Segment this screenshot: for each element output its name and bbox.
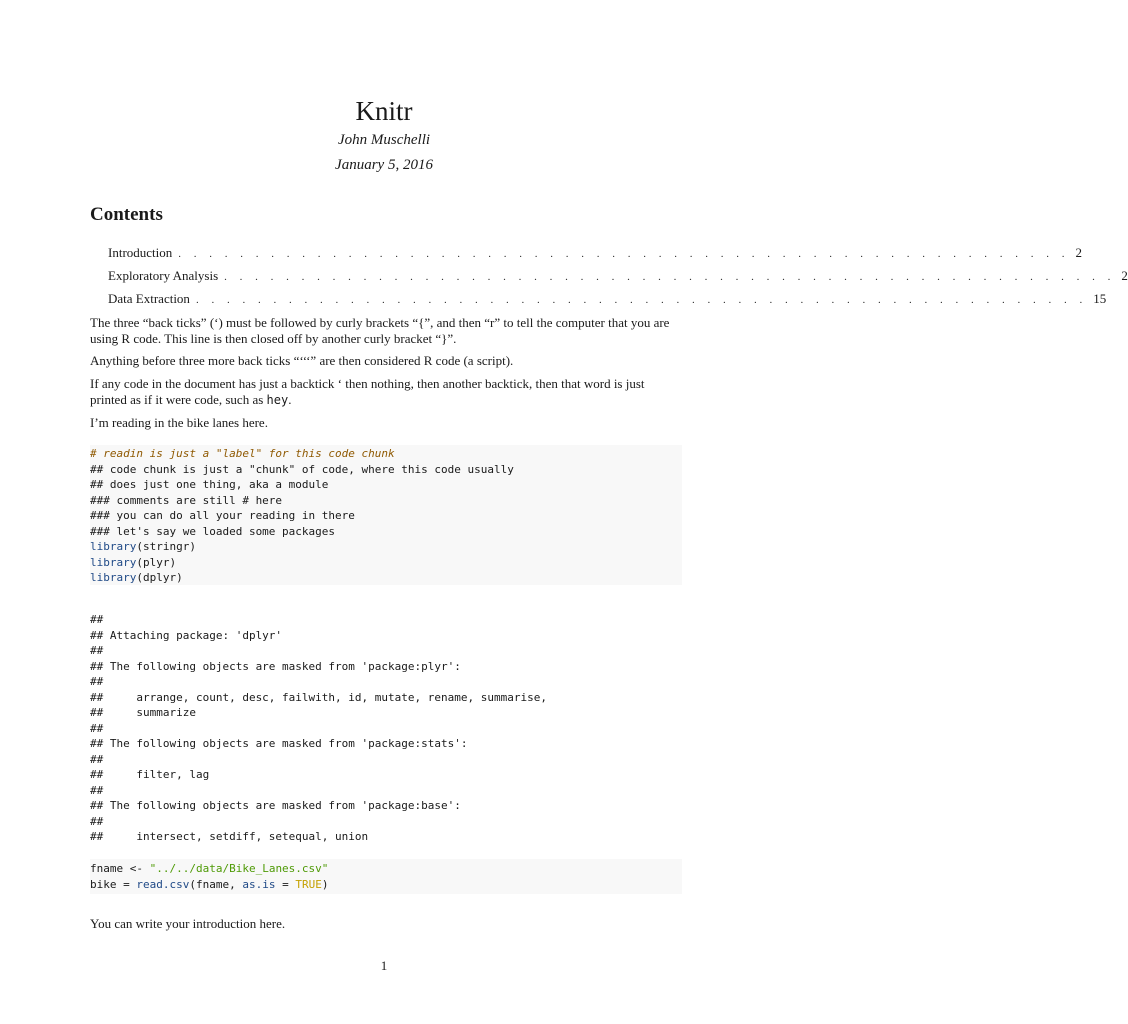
toc-entry-data-extraction[interactable] [108,291,1107,309]
paragraph-introduction: You can write your introduction here. [90,916,286,931]
document-author: John Muschelli [337,132,431,148]
output-line: ## filter, lag [90,768,210,781]
output-line: ## arrange, count, desc, failwith, id, mutate, rename, summarise, [90,690,547,704]
output-line: ## [90,783,104,797]
output-line: ## Attaching package: 'dplyr' [90,628,283,642]
code-arg: (stringr) [136,540,196,553]
output-line: ## [90,613,104,626]
code-arg: (plyr) [136,555,177,569]
code-output-block [90,612,682,845]
code-argument-name: as.is [242,877,276,891]
code-block-readin [90,445,682,585]
code-block-read-csv [90,859,682,894]
page-number: 1 [380,958,388,973]
code-line: ### let's say we loaded some packages [90,524,336,538]
paragraph-bike-lanes: I’m reading in the bike lanes here. [90,415,268,430]
paragraph-back-ticks: The three “back ticks” (‘) must be followed by curly brackets “{”, and then “r” to tell the computer that you are using R code. This line is then closed off by another curly bracket “}”. [90,315,670,346]
code-function: library [90,555,137,569]
code-line: # readin is just a "label" for this code chunk [90,447,395,460]
inline-code: hey [266,393,289,407]
code-line [90,570,682,586]
code-line [90,861,682,877]
toc-entry-introduction[interactable] [108,245,1083,263]
document-date: January 5, 2016 [335,157,433,173]
code-line: ### comments are still # here [90,493,283,507]
output-line: ## [90,721,104,735]
code-text: bike = [90,877,137,891]
document-title: Knitr [355,96,413,126]
toc-entry-page[interactable]: 2 [1075,245,1083,260]
toc-leader-dots: . . . . . . . . . . . . . . . . . . . . . . . . . . . . . . . . . . . . . . . . . . . . . . . . . . . . . . . . . . [224,271,1116,283]
code-text: fname <- [90,862,150,875]
paragraph-inline-code [90,376,682,408]
output-line: ## summarize [90,706,196,719]
toc-leader-dots: . . . . . . . . . . . . . . . . . . . . . . . . . . . . . . . . . . . . . . . . . . . . . . . . . . . . . . . . . . [178,248,1070,260]
toc-entry-label[interactable]: Introduction [108,245,173,260]
paragraph-text: If any code in the document has just a backtick ‘ then nothing, then another backtick, then that word is just printed as if it were code, such as [90,376,645,407]
code-function: library [90,540,137,553]
code-line [90,539,682,555]
toc-entry-label[interactable]: Data Extraction [108,291,190,306]
code-text: = [275,877,296,891]
code-arg: (dplyr) [136,571,183,584]
output-line: ## The following objects are masked from 'package:plyr': [90,659,461,673]
paragraph-r-code: Anything before three more back ticks “‘‘‘” are then considered R code (a script). [90,353,514,368]
output-line: ## [90,814,104,828]
output-line: ## The following objects are masked from 'package:base': [90,799,461,812]
toc-entry-exploratory-analysis[interactable] [108,268,1128,286]
code-function: library [90,571,137,584]
toc-entry-page[interactable]: 15 [1093,291,1107,306]
output-line: ## intersect, setdiff, setequal, union [90,830,369,843]
code-string: "../../data/Bike_Lanes.csv" [149,862,329,875]
code-function: read.csv [136,877,190,891]
code-text: (fname, [189,877,243,891]
code-line [90,877,682,893]
toc-leader-dots: . . . . . . . . . . . . . . . . . . . . . . . . . . . . . . . . . . . . . . . . . . . . . . . . . . . . . . . . . . [195,294,1088,306]
output-line: ## [90,675,104,688]
output-line: ## [90,752,104,766]
toc-entry-label[interactable]: Exploratory Analysis [108,268,219,283]
code-boolean: TRUE [295,877,322,891]
toc-entry-page[interactable]: 2 [1121,268,1128,283]
output-line: ## The following objects are masked from 'package:stats': [90,737,468,750]
code-text: ) [321,877,329,891]
output-line: ## [90,644,104,657]
paragraph-text: . [288,392,292,407]
code-line: ### you can do all your reading in there [90,509,355,522]
toc-heading: Contents [90,204,163,225]
code-line [90,555,682,571]
code-line: ## code chunk is just a "chunk" of code, where this code usually [90,462,514,476]
code-line: ## does just one thing, aka a module [90,478,329,491]
